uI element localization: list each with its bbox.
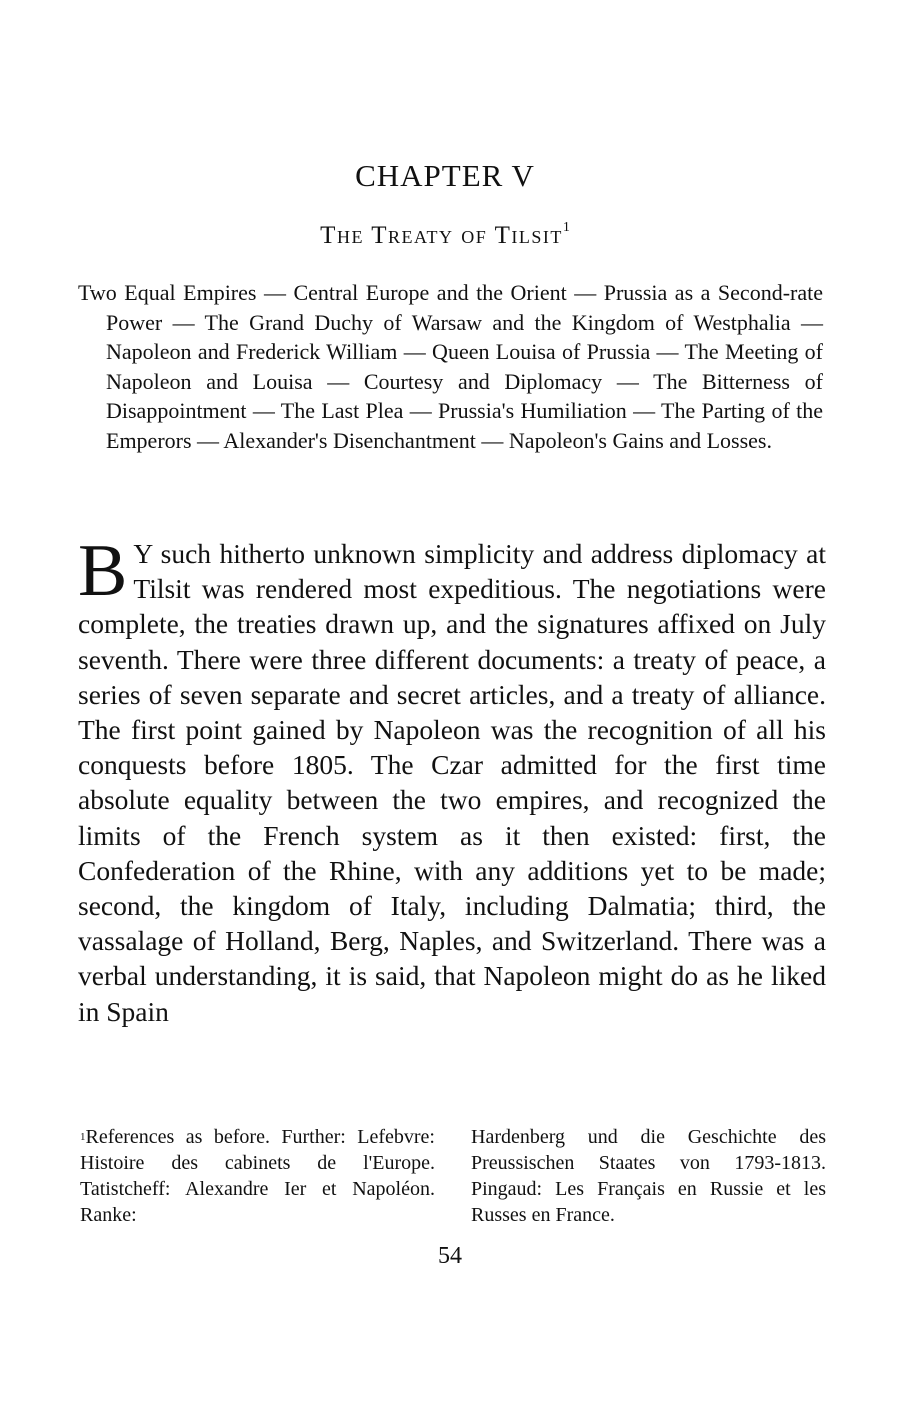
footnote-column-right [471,1124,826,1228]
body-text: Y such hitherto unknown simplicity and address diplomacy at Tilsit was rendered most expeditious. The negotiations were complete, the treaties drawn up, and the signatures affixed on July seventh. There were three different documents: a treaty of peace, a series of seven separate and secret articles, and a treaty of alliance. The first point gained by Napoleon was the recognition of all his conquests before 1805. The Czar admitted for the first time absolute equality between the two empires, and recognized the limits of the French system as it then existed: first, the Confederation of the Rhine, with any additions yet to be made; second, the kingdom of Italy, including Dalmatia; third, the vassalage of Holland, Berg, Naples, and Switzerland. There was a verbal understanding, it is said, that Napoleon might do as he liked in Spain [78,538,826,1027]
footnote-text-left: References as before. Further: Lefebvre: Histoire des cabinets de l'Europe. Tatistcheff: Alexandre Ier et Napoléon. Ranke: [80,1126,435,1226]
chapter-synopsis: Two Equal Empires — Central Europe and the Orient — Prussia as a Second-rate Power — The Grand Duchy of Warsaw and the Kingdom of Westphalia — Napoleon and Frederick William — Queen Louisa of Prussia — The Meeting of Napoleon and Louisa — Courtesy and Diplomacy — The Bitterness of Disappointment — The Last Plea — Prussia's Humiliation — The Parting of the Emperors — Alexander's Disenchantment — Napoleon's Gains and Losses. [78,280,823,453]
footnote-column-left [80,1124,435,1228]
chapter-heading: CHAPTER V [355,158,535,193]
footnote [80,1124,826,1228]
body-paragraph [78,530,826,1029]
footnote-mark: 1 [80,1131,86,1143]
chapter-title [0,222,890,250]
footnote-text-right: Hardenberg und die Geschichte des Preussischen Staates von 1793-1813. Pingaud: Les Français en Russie et les Russes en France. [471,1126,826,1226]
page-number: 54 [438,1243,462,1269]
chapter-title-text: The Treaty of Tilsit [320,222,563,249]
footnote-reference: 1 [562,220,570,235]
drop-cap: B [78,530,128,612]
